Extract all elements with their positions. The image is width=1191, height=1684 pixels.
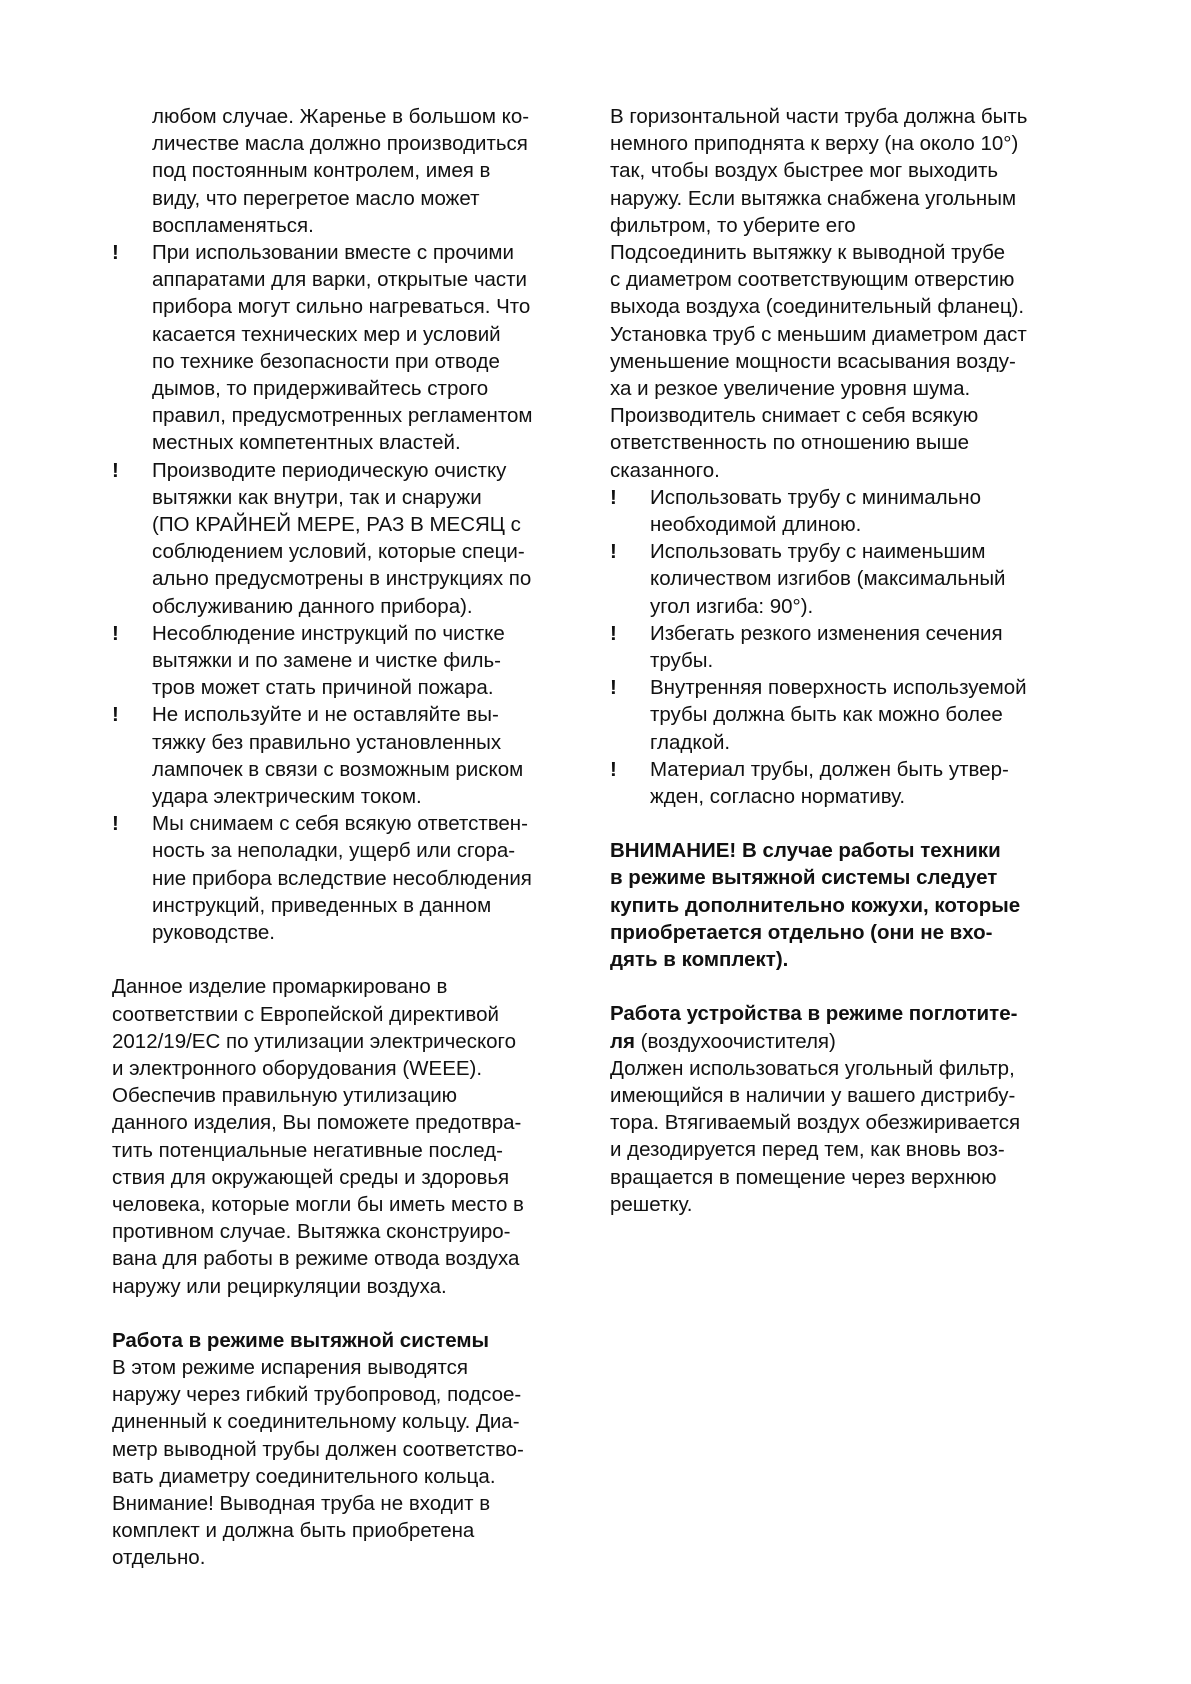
bullet-item [610,756,1090,810]
recirculation-heading-subtitle: (воздухоочистителя) [634,1029,836,1053]
spacer [112,1300,592,1327]
bullet-item [112,810,592,946]
bullet-item [610,674,1090,756]
warning-note: ВНИМАНИЕ! В случае работы техники в режиме вытяжной системы следует купить дополнительно кожухи, которые приобретается отдельно (они не вхо- дять в комплект). [610,839,1021,972]
extraction-mode-heading: Работа в режиме вытяжной системы [112,1328,490,1352]
spacer [112,946,592,973]
exclamation-icon: ! [112,621,119,645]
bullet-text: При использовании вместе с прочими аппаратами для варки, открытые части прибора могут сильно нагреваться. Что касается технических мер и условий по технике безопасности при отводе дымов, то придерживайтесь строго правил, предусмотренных регламентом местных компетентных властей. [152,241,533,455]
bullet-item [610,484,1090,538]
bullet-item [610,538,1090,620]
recirculation-heading-bold: Работа устройства в режиме поглотите- ля [610,1002,1018,1053]
exclamation-icon: ! [610,485,617,509]
bullet-item [112,701,592,810]
weee-paragraph: Данное изделие промаркировано в соответствии с Европейской директивой 2012/19/EC по утилизации электрического и электронного оборудования (WEEE). Обеспечив правильную утилизацию данного изделия, Вы поможете предотвра- тить потенциальные негативные послед- ствия для окружающей среды и здоровья человека, которые могли бы иметь место в противном случае. Вытяжка сконструиро- вана для работы в режиме отвода воздуха наружу или рециркуляции воздуха. [112,975,524,1298]
bullet-text: Производите периодическую очистку вытяжки как внутри, так и снаружи (ПО КРАЙНЕЙ МЕРЕ, РАЗ В МЕСЯЦ с соблюдением условий, которые специ- ально предусмотрены в инструкциях по обслуживанию данного прибора). [152,458,532,618]
bullet-text: Внутренняя поверхность используемой трубы должна быть как можно более гладкой. [650,676,1027,754]
bullet-item [112,620,592,702]
recirculation-mode-heading [610,1000,1090,1054]
exclamation-icon: ! [610,540,617,564]
bullet-text: Избегать резкого изменения сечения трубы. [650,621,1003,673]
horizontal-pipe-paragraph: В горизонтальной части труба должна быть немного приподнята к верху (на около 10°) так, чтобы воздух быстрее мог выходить наружу. Если вытяжка снабжена угольным фильтром, то уберите его Подсоединить вытяжку к выводной трубе с диаметром соответствующим отверстию выхода воздуха (соединительный фланец). Установка труб с меньшим диаметром даст уменьшение мощности всасывания возду- ха и резкое увеличение уровня шума. Производитель снимает с себя всякую ответственность по отношению выше сказанного. [610,105,1028,482]
bullet-text: Мы снимаем с себя всякую ответствен- ность за неполадки, ущерб или сгора- ние прибора вследствие несоблюдения инструкций, приведенных в данном руководстве. [152,812,532,945]
extraction-mode-paragraph: В этом режиме испарения выводятся наружу через гибкий трубопровод, подсое- диненный к соединительному кольцу. Диа- метр выводной трубы должен соответство- вать диаметру соединительного кольца. Внимание! Выводная труба не входит в комплект и должна быть приобретена отдельно. [112,1355,524,1570]
bullet-item [112,239,592,457]
exclamation-icon: ! [610,676,617,700]
exclamation-icon: ! [112,812,119,836]
bullet-item [610,620,1090,674]
recirculation-mode-paragraph: Должен использоваться угольный фильтр, имеющийся в наличии у вашего дистрибу- тора. Втягиваемый воздух обезжиривается и дезодируется перед тем, как вновь воз- вращается в помещение через верхнюю решетку. [610,1056,1021,1216]
bullet-item [112,457,592,620]
bullet-text: Использовать трубу с наименьшим количеством изгибов (максимальный угол изгиба: 90°). [650,540,1006,618]
exclamation-icon: ! [112,241,119,265]
intro-continuation: любом случае. Жаренье в большом ко- личестве масла должно производиться под постоянным контролем, имея в виду, что перегретое масло может воспламеняться. [152,105,530,237]
right-column [610,103,1090,1218]
exclamation-icon: ! [610,757,617,781]
spacer [610,973,1090,1000]
bullet-text: Несоблюдение инструкций по чистке вытяжки и по замене и чистке филь- тров может стать причиной пожара. [152,621,505,700]
bullet-text: Не используйте и не оставляйте вы- тяжку без правильно установленных лампочек в связи с возможным риском удара электрическим током. [152,703,524,809]
exclamation-icon: ! [610,621,617,645]
exclamation-icon: ! [112,703,119,727]
bullet-text: Материал трубы, должен быть утвер- жден, согласно нормативу. [650,757,1009,809]
exclamation-icon: ! [112,458,119,482]
bullet-text: Использовать трубу с минимально необходимой длиною. [650,485,982,537]
left-column [112,103,592,1572]
spacer [610,810,1090,837]
